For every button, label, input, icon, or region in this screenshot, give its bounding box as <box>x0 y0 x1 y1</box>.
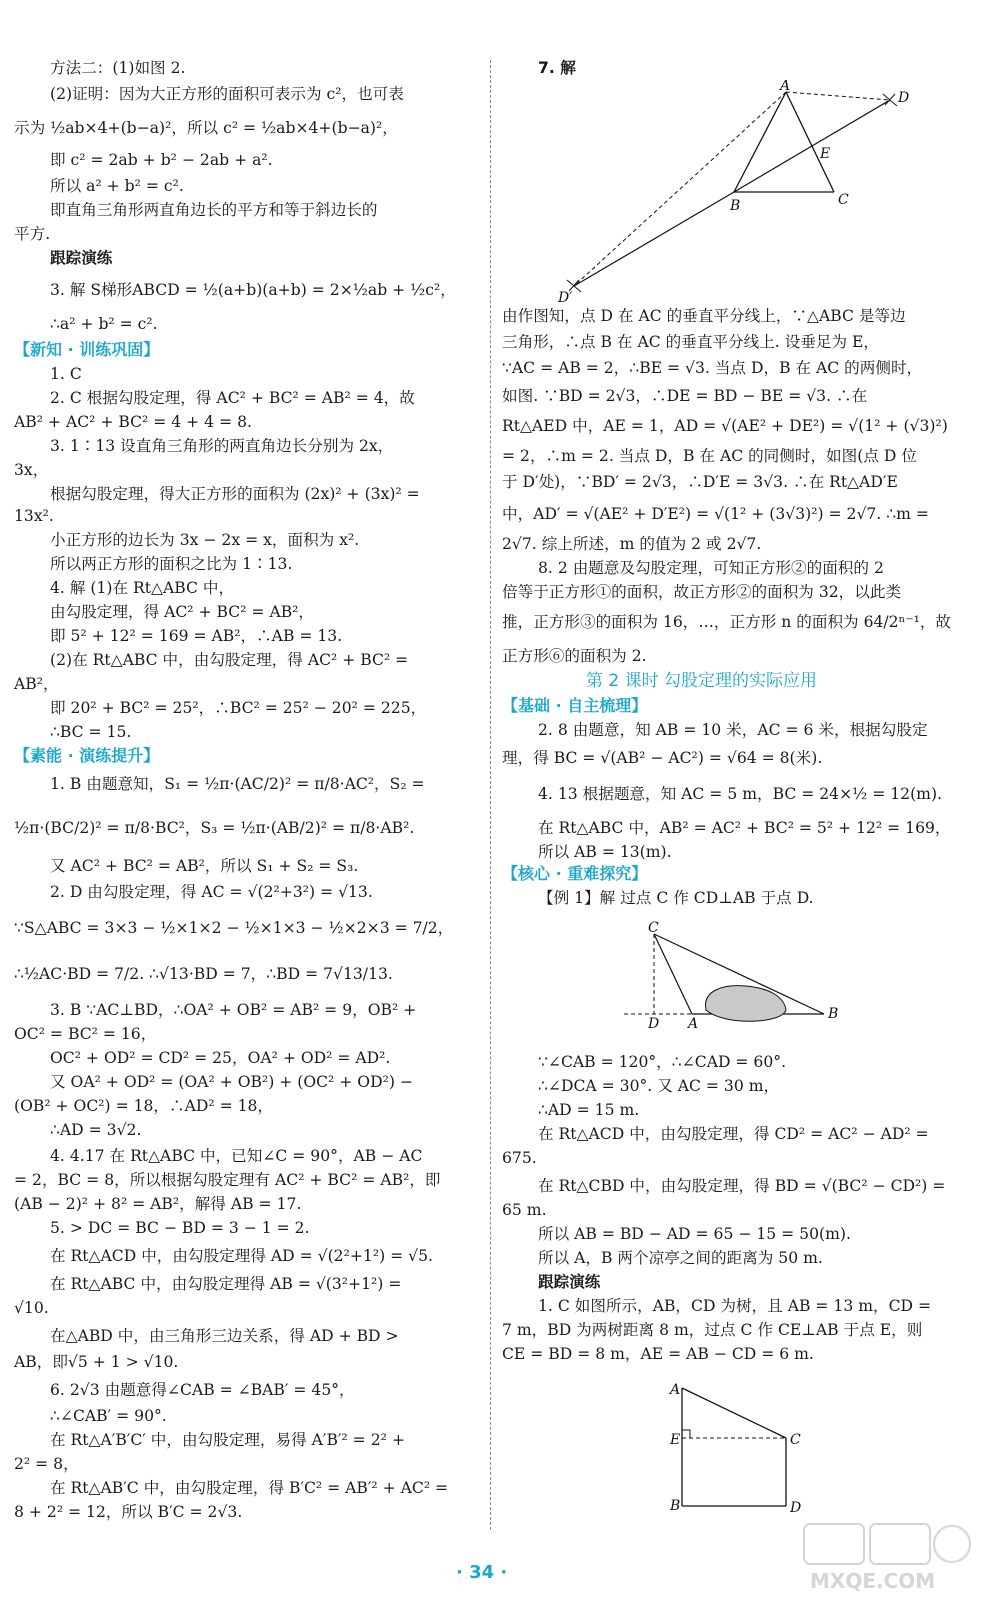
label-A: A <box>688 1016 699 1032</box>
label-D: D <box>648 1016 660 1032</box>
text-line: 13x². <box>14 507 54 525</box>
label-B: B <box>828 1006 839 1022</box>
text-line: ∵AC = AB = 2，∴BE = √3. 当点 D，B 在 AC 的两侧时， <box>502 359 923 377</box>
text-line: 由勾股定理，得 AC² + BC² = AB²， <box>50 603 315 621</box>
text-line: 在 Rt△ACD 中，由勾股定理，得 CD² = AC² − AD² = <box>538 1125 929 1143</box>
watermark-logo <box>800 1520 980 1595</box>
text-line: 理，得 BC = √(AB² − AC²) = √64 = 8(米). <box>502 749 823 767</box>
text-line: 2² = 8， <box>14 1455 79 1473</box>
section-heading-xinzhi: 【新知 · 训练巩固】 <box>14 340 160 359</box>
text-line: 中，AD′ = √(AE² + D′E²) = √(1² + (3√3)²) = 2√7. ∴m = <box>502 505 929 523</box>
text-line: ∴∠CAB′ = 90°. <box>50 1407 167 1425</box>
text-line: 2√7. 综上所述，m 的值为 2 或 2√7. <box>502 535 762 553</box>
label-A: A <box>780 80 791 94</box>
text-line: 由作图知，点 D 在 AC 的垂直平分线上，∵△ABC 是等边 <box>502 307 906 325</box>
text-line: ∴a² + b² = c². <box>50 315 158 333</box>
text-line: 所以两正方形的面积之比为 1∶13. <box>50 555 293 573</box>
text-line: 4. 13 根据题意，知 AC = 5 m，BC = 24×½ = 12(m). <box>538 785 942 803</box>
label-E: E <box>670 1432 681 1448</box>
text-line: AB²， <box>14 675 59 693</box>
text-line: 即直角三角形两直角边长的平方和等于斜边长的 <box>50 201 378 219</box>
text-line: 如图. ∵BD = 2√3，∴DE = BD − BE = √3. ∴在 <box>502 387 868 405</box>
label-D: D <box>898 90 910 106</box>
text-line: (2)证明：因为大正方形的面积可表示为 c²，也可表 <box>50 85 404 103</box>
text-line: ∵S△ABC = 3×3 − ½×1×2 − ½×1×3 − ½×2×3 = 7/2， <box>14 919 454 937</box>
label-C: C <box>838 192 849 208</box>
text-line: 3x， <box>14 461 49 479</box>
text-line: ∴½AC·BD = 7/2. ∴√13·BD = 7，∴BD = 7√13/13. <box>14 965 393 983</box>
text-line: 即 20² + BC² = 25²，∴BC² = 25² − 20² = 225， <box>50 699 427 717</box>
text-line: 6. 2√3 由题意得∠CAB = ∠BAB′ = 45°， <box>50 1381 355 1399</box>
text-line: 在 Rt△ABC 中，由勾股定理得 AB = √(3²+1²) = <box>50 1275 402 1293</box>
text-line: 平方. <box>14 225 51 243</box>
watermark-text: MXQE.COM <box>810 1569 936 1593</box>
text-line: 2. 8 由题意，知 AB = 10 米，AC = 6 米，根据勾股定 <box>538 721 928 739</box>
label-A: A <box>670 1382 681 1398</box>
text-line: 2. D 由勾股定理，得 AC = √(2²+3²) = √13. <box>50 883 373 901</box>
text-line: 675. <box>502 1149 537 1167</box>
text-line: 正方形⑥的面积为 2. <box>502 647 647 665</box>
subheading-tracking: 跟踪演练 <box>538 1273 601 1291</box>
text-line: 4. 4.17 在 Rt△ABC 中，已知∠C = 90°，AB − AC <box>50 1147 423 1165</box>
label-C: C <box>648 920 659 936</box>
text-line: 1. B 由题意知，S₁ = ½π·(AC/2)² = π/8·AC²，S₂ = <box>50 775 425 793</box>
lesson-title: 第 2 课时 勾股定理的实际应用 <box>586 671 818 691</box>
text-line: (2)在 Rt△ABC 中，由勾股定理，得 AC² + BC² = <box>50 651 409 669</box>
text-line: 倍等于正方形①的面积，故正方形②的面积为 32，以此类 <box>502 583 902 601</box>
label-E: E <box>820 146 831 162</box>
text-line: = 2，∴m = 2. 当点 D，B 在 AC 的同侧时，如图(点 D 位 <box>502 447 917 465</box>
text-line: 即 c² = 2ab + b² − 2ab + a². <box>50 151 273 169</box>
figure-pavilion <box>614 920 854 1032</box>
section-heading-hexin: 【核心 · 重难探究】 <box>502 864 648 883</box>
text-line: ∴AD = 3√2. <box>50 1121 142 1139</box>
text-line: 在 Rt△ACD 中，由勾股定理得 AD = √(2²+1²) = √5. <box>50 1247 433 1265</box>
text-line: 即 5² + 12² = 169 = AB²，∴AB = 13. <box>50 627 343 645</box>
text-line: ∵∠CAB = 120°，∴∠CAD = 60°. <box>538 1053 787 1071</box>
text-line: √10. <box>14 1299 49 1317</box>
problem-7-heading: 7. 解 <box>538 59 576 77</box>
text-line: 1. C 如图所示，AB，CD 为树，且 AB = 13 m，CD = <box>538 1297 932 1315</box>
text-line: Rt△AED 中，AE = 1，AD = √(AE² + DE²) = √(1² + (√3)²) <box>502 417 948 435</box>
text-line: 推，正方形③的面积为 16，…，正方形 n 的面积为 64/2ⁿ⁻¹，故 <box>502 613 952 631</box>
page-number: · 34 · <box>456 1562 508 1583</box>
text-line: AB，即√5 + 1 > √10. <box>14 1353 179 1371</box>
figure-equilateral-triangle <box>552 80 972 305</box>
text-line: 示为 ½ab×4+(b−a)²，所以 c² = ½ab×4+(b−a)²， <box>14 119 398 137</box>
text-line: 65 m. <box>502 1201 547 1219</box>
text-line: 根据勾股定理，得大正方形的面积为 (2x)² + (3x)² = <box>50 485 420 503</box>
text-line: OC² = BC² = 16， <box>14 1025 157 1043</box>
text-line: 在 Rt△A′B′C′ 中，由勾股定理，易得 A′B′² = 2² + <box>50 1431 405 1449</box>
text-line: 又 AC² + BC² = AB²，所以 S₁ + S₂ = S₃. <box>50 857 359 875</box>
label-D-prime: D′ <box>558 290 573 305</box>
text-line: 所以 a² + b² = c². <box>50 177 184 195</box>
text-line: 在 Rt△AB′C 中，由勾股定理，得 B′C² = AB′² + AC² = <box>50 1479 449 1497</box>
text-line: OC² + OD² = CD² = 25，OA² + OD² = AD². <box>50 1049 391 1067</box>
text-line: ∴AD = 15 m. <box>538 1101 640 1119</box>
text-line: 在△ABD 中，由三角形三边关系，得 AD + BD > <box>50 1327 399 1345</box>
text-line: 5. > DC = BC − BD = 3 − 1 = 2. <box>50 1219 310 1237</box>
text-line: (OB² + OC²) = 18，∴AD² = 18， <box>14 1097 274 1115</box>
text-line: 8 + 2² = 12，所以 B′C = 2√3. <box>14 1503 243 1521</box>
column-divider <box>490 60 491 1530</box>
text-line: 1. C <box>50 365 82 383</box>
text-line: 3. B ∵AC⊥BD，∴OA² + OB² = AB² = 9，OB² + <box>50 1001 417 1019</box>
label-D: D <box>790 1500 802 1516</box>
label-B: B <box>670 1498 681 1514</box>
text-line: (AB − 2)² + 8² = AB²，解得 AB = 17. <box>14 1195 302 1213</box>
text-line: 于 D′处)，∵BD′ = 2√3，∴D′E = 3√3. ∴在 Rt△AD′E <box>502 473 898 491</box>
text-line: ∴∠DCA = 30°. 又 AC = 30 m， <box>538 1077 780 1095</box>
text-line: 所以 A，B 两个凉亭之间的距离为 50 m. <box>538 1249 823 1267</box>
section-heading-jichu: 【基础 · 自主梳理】 <box>502 696 648 715</box>
text-line: ∴BC = 15. <box>50 723 132 741</box>
text-line: 三角形，∴点 B 在 AC 的垂直平分线上. 设垂足为 E， <box>502 333 880 351</box>
text-line: 3. 解 S梯形ABCD = ½(a+b)(a+b) = 2×½ab + ½c²， <box>50 281 456 299</box>
text-line: 4. 解 (1)在 Rt△ABC 中， <box>50 579 235 597</box>
text-line: ½π·(BC/2)² = π/8·BC²，S₃ = ½π·(AB/2)² = π/8·AB². <box>14 819 415 837</box>
text-line: 2. C 根据勾股定理，得 AC² + BC² = AB² = 4，故 <box>50 389 415 407</box>
text-line: 又 OA² + OD² = (OA² + OB²) + (OC² + OD²) − <box>50 1073 413 1091</box>
text-line: 7 m，BD 为两树距离 8 m，过点 C 作 CE⊥AB 于点 E，则 <box>502 1321 923 1339</box>
text-line: 在 Rt△ABC 中，AB² = AC² + BC² = 5² + 12² = 169， <box>538 819 951 837</box>
figure-trees <box>662 1378 822 1518</box>
section-heading-suneng: 【素能 · 演练提升】 <box>14 746 160 765</box>
text-line: 所以 AB = BD − AD = 65 − 15 = 50(m). <box>538 1225 851 1243</box>
text-line: 所以 AB = 13(m). <box>538 843 672 861</box>
text-line: 方法二：(1)如图 2. <box>50 59 186 77</box>
label-C: C <box>790 1432 801 1448</box>
text-line: = 2，BC = 8，所以根据勾股定理有 AC² + BC² = AB²，即 <box>14 1171 441 1189</box>
label-B: B <box>730 198 741 214</box>
text-line: CE = BD = 8 m，AE = AB − CD = 6 m. <box>502 1345 814 1363</box>
text-line: 在 Rt△CBD 中，由勾股定理，得 BD = √(BC² − CD²) = <box>538 1177 946 1195</box>
text-line: 8. 2 由题意及勾股定理，可知正方形②的面积的 2 <box>538 559 884 577</box>
text-line: 小正方形的边长为 3x − 2x = x，面积为 x². <box>50 531 360 549</box>
subheading-tracking: 跟踪演练 <box>50 249 113 267</box>
text-line: AB² + AC² + BC² = 4 + 4 = 8. <box>14 413 252 431</box>
text-line: 【例 1】解 过点 C 作 CD⊥AB 于点 D. <box>538 889 814 907</box>
text-line: 3. 1∶13 设直角三角形的两直角边长分别为 2x， <box>50 437 394 455</box>
